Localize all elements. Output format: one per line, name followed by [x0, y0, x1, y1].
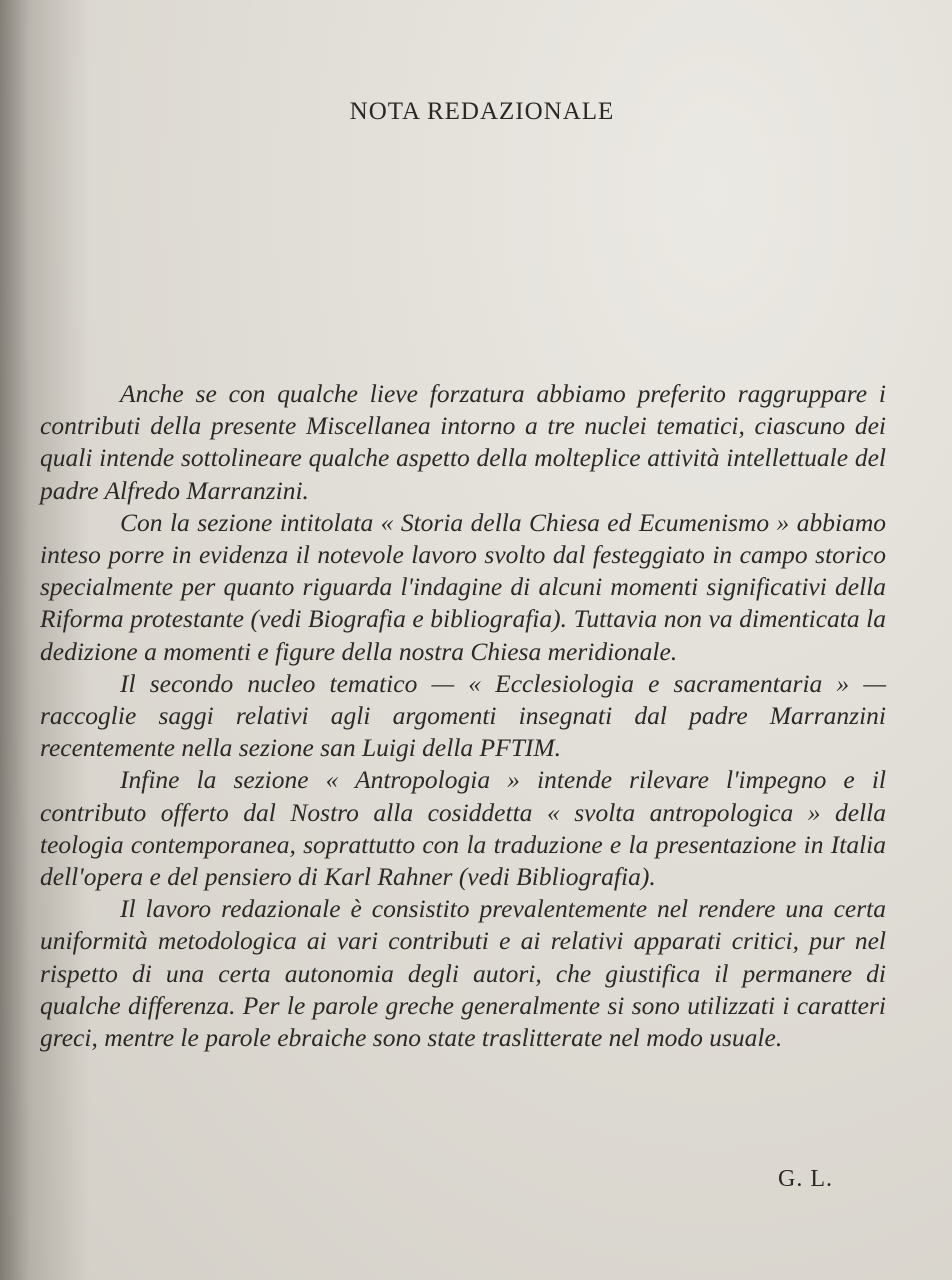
body-text: [40, 378, 886, 1054]
paragraph-1: Anche se con qualche lieve forzatura abbiamo preferito raggruppare i contributi della presente Miscellanea intorno a tre nuclei tematici, ciascuno dei quali intende sottolineare qualche aspetto della molteplice attività intellettuale del padre Alfredo Marranzini.: [40, 379, 886, 505]
page-title: NOTA REDAZIONALE: [349, 98, 615, 125]
paragraph-4: Infine la sezione « Antropologia » intende rilevare l'impegno e il contributo offerto dal Nostro alla cosiddetta « svolta antropologica » della teologia contemporanea, soprattutto con la traduzione e la presentazione in Italia dell'opera e del pensiero di Karl Rahner (vedi Bibliografia).: [40, 765, 886, 892]
paragraph-3: Il secondo nucleo tematico — « Ecclesiologia e sacramentaria » — raccoglie saggi relativi agli argomenti insegnati dal padre Marranzini recentemente nella sezione san Luigi della PFTIM.: [40, 668, 886, 763]
paragraph-5: Il lavoro redazionale è consistito prevalentemente nel rendere una certa uniformità metodologica ai vari contributi e ai relativi apparati critici, pur nel rispetto di una certa autonomia degli autori, che giustifica il permanere di qualche differenza. Per le parole greche generalmente si sono utilizzati i caratteri greci, mentre le parole ebraiche sono state traslitterate nel modo usuale.: [40, 894, 886, 1053]
paragraph-2: Con la sezione intitolata « Storia della Chiesa ed Ecumenismo » abbiamo inteso porre in evidenza il notevole lavoro svolto dal festeggiato in campo storico specialmente per quanto riguarda l'indagine di alcuni momenti significativi della Riforma protestante (vedi Biografia e bibliografia). Tuttavia non va dimenticata la dedizione a momenti e figure della nostra Chiesa meridionale.: [40, 507, 886, 666]
signature-initials: G. L.: [778, 1166, 833, 1192]
